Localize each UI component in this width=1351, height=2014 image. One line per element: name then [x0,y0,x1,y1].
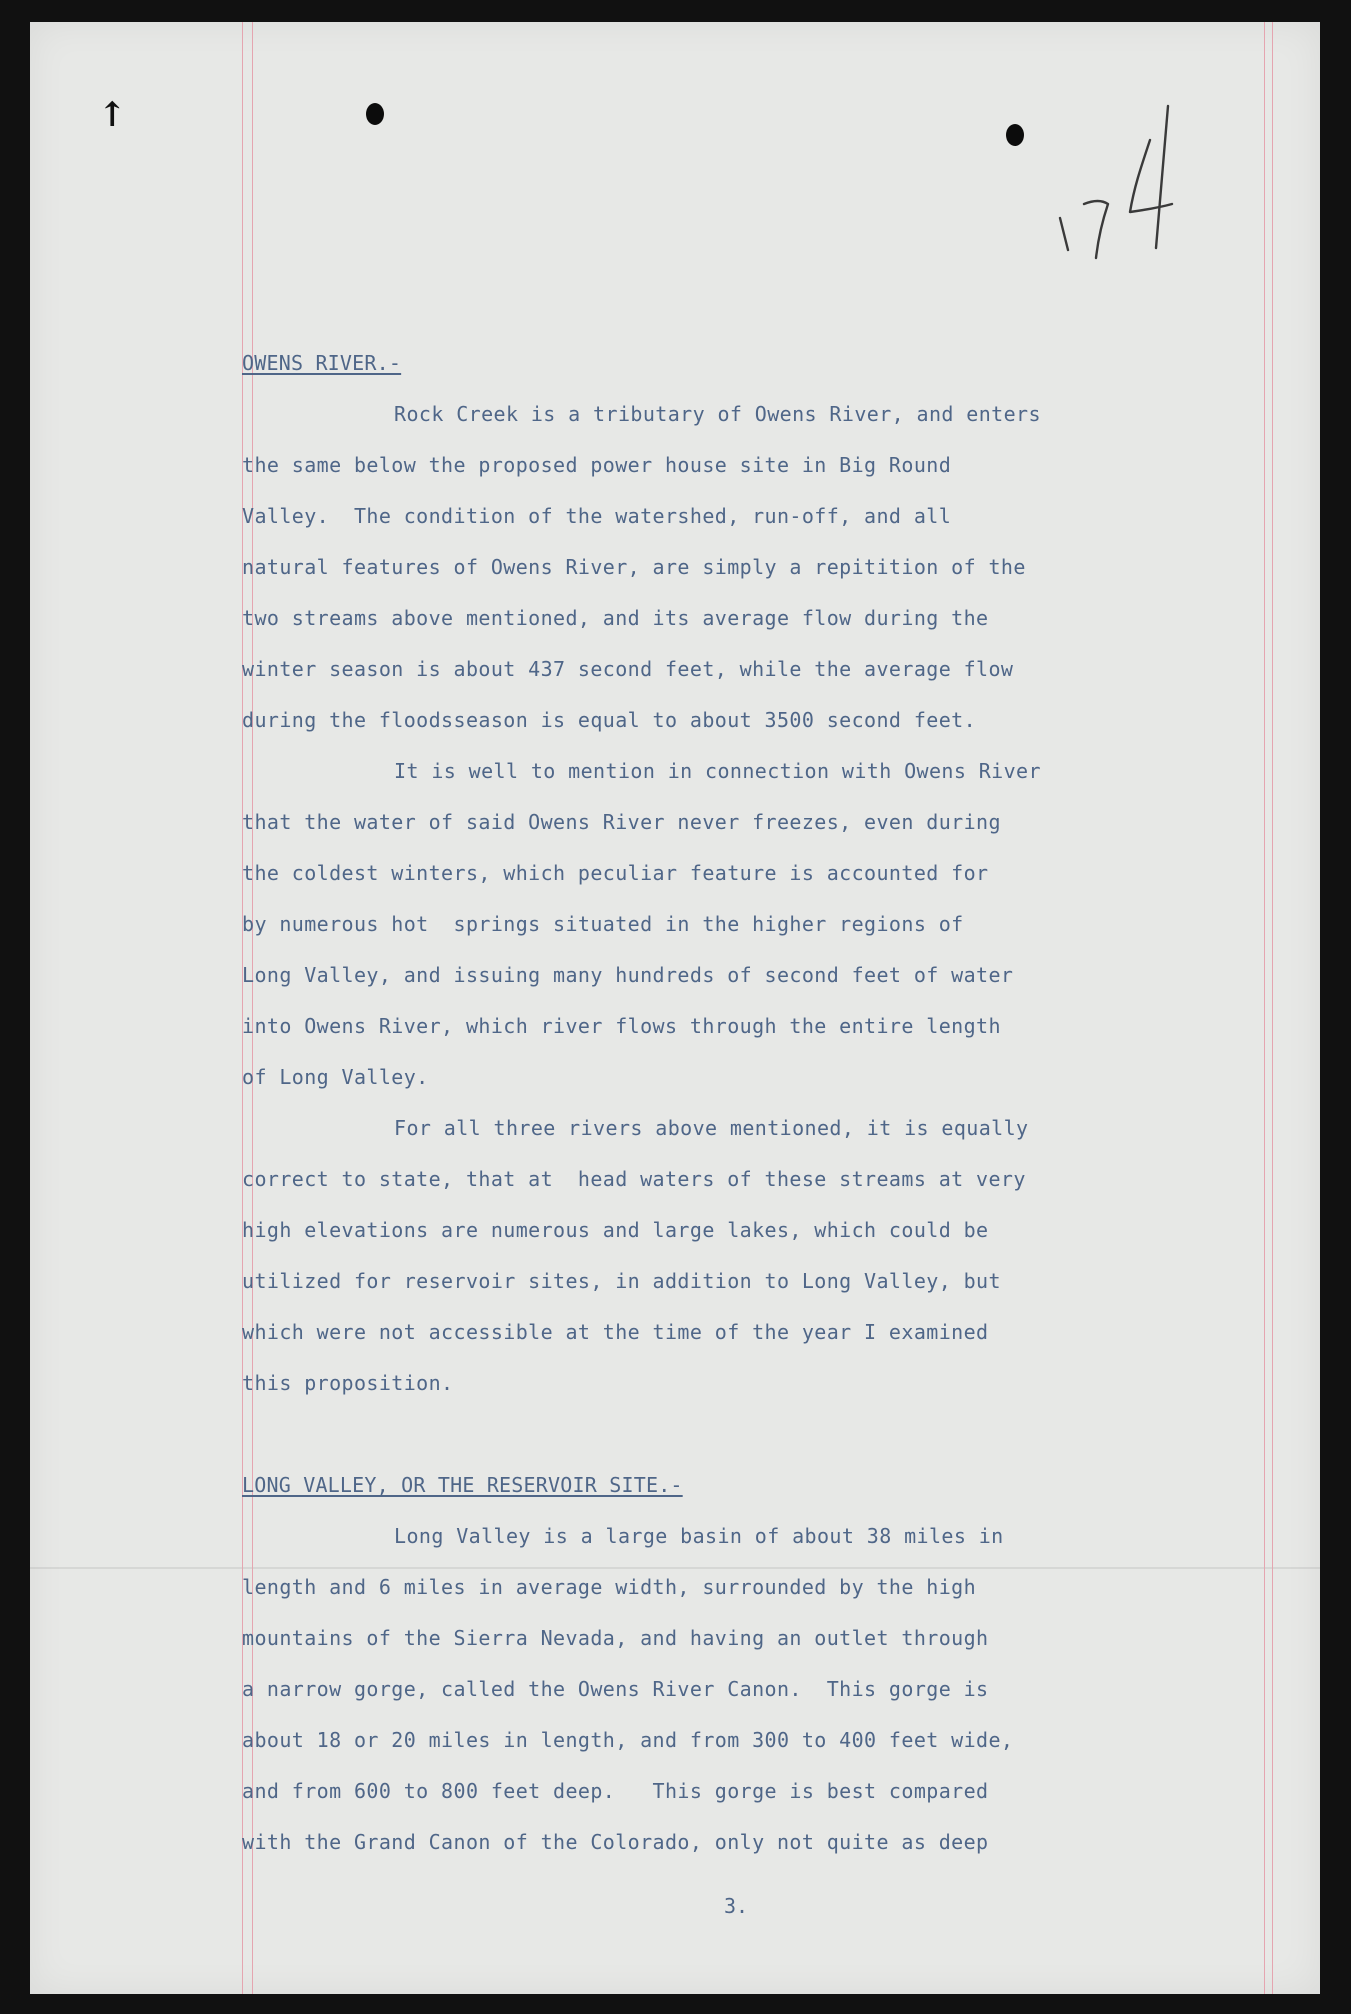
text-line: For all three rivers above mentioned, it is equally [394,1116,1029,1140]
text-line: length and 6 miles in average width, surrounded by the high [242,1575,977,1599]
text-line: high elevations are numerous and large lakes, which could be [242,1218,989,1242]
corner-mark: ↑ [98,95,127,135]
text-line: this proposition. [242,1371,454,1395]
text-line: natural features of Owens River, are simply a repitition of the [242,555,1026,579]
handwritten-folio-number [1040,100,1210,270]
text-line: about 18 or 20 miles in length, and from 300 to 400 feet wide, [242,1728,1014,1752]
text-line: Valley. The condition of the watershed, run-off, and all [242,504,952,528]
text-line: into Owens River, which river flows through the entire length [242,1014,1001,1038]
text-line: the coldest winters, which peculiar feature is accounted for [242,861,989,885]
text-line: a narrow gorge, called the Owens River Canon. This gorge is [242,1677,989,1701]
text-line: winter season is about 437 second feet, while the average flow [242,657,1014,681]
section-heading-owens-river: OWENS RIVER.- [242,351,402,375]
punch-hole-right [1006,124,1024,146]
text-line: It is well to mention in connection with Owens River [394,759,1041,783]
page-number: 3. [724,1894,749,1918]
text-line: that the water of said Owens River never freezes, even during [242,810,1001,834]
text-line: the same below the proposed power house site in Big Round [242,453,952,477]
text-line: mountains of the Sierra Nevada, and having an outlet through [242,1626,989,1650]
text-line: Long Valley, and issuing many hundreds of second feet of water [242,963,1014,987]
text-line: Rock Creek is a tributary of Owens River, and enters [394,402,1041,426]
text-line: correct to state, that at head waters of these streams at very [242,1167,1026,1191]
section-gap [242,1409,1232,1460]
text-line: of Long Valley. [242,1065,429,1089]
section-heading-long-valley: LONG VALLEY, OR THE RESERVOIR SITE.- [242,1473,683,1497]
text-line: two streams above mentioned, and its average flow during the [242,606,989,630]
right-margin-line-inner [1264,22,1265,1994]
punch-hole-left [366,103,384,125]
text-line: with the Grand Canon of the Colorado, only not quite as deep [242,1830,989,1854]
right-margin-line [1272,22,1273,1994]
typed-text-body [242,338,1232,1868]
text-line: utilized for reservoir sites, in addition to Long Valley, but [242,1269,1001,1293]
text-line: Long Valley is a large basin of about 38 miles in [394,1524,1004,1548]
text-line: by numerous hot springs situated in the higher regions of [242,912,964,936]
text-line: and from 600 to 800 feet deep. This gorge is best compared [242,1779,989,1803]
text-line: during the floodsseason is equal to about 3500 second feet. [242,708,977,732]
text-line: which were not accessible at the time of the year I examined [242,1320,989,1344]
